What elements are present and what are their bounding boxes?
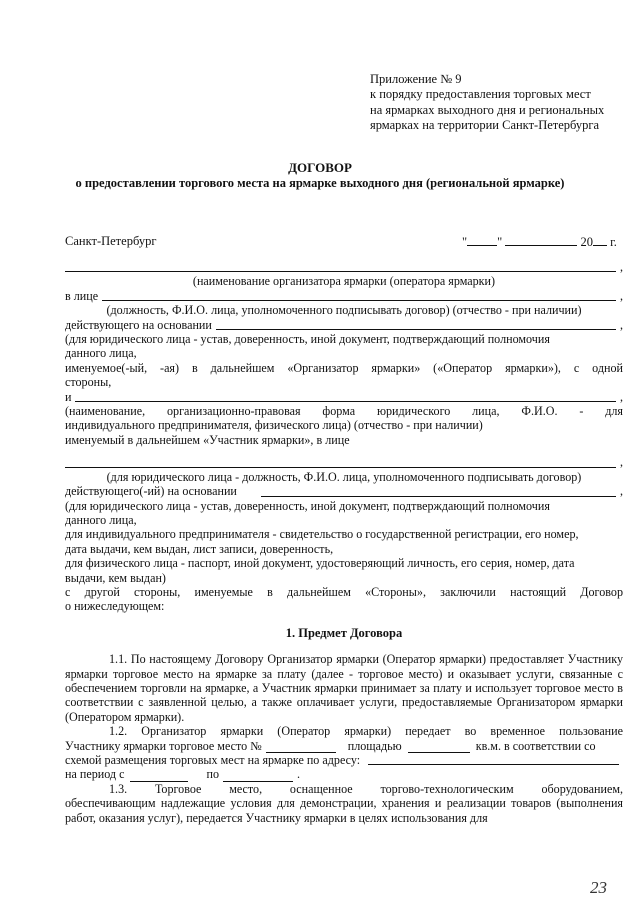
appendix-block xyxy=(370,72,604,133)
label: кв.м. в соответствии со xyxy=(475,738,596,753)
named-text: именуемое(-ый, -ая) в дальнейшем «Организатор ярмарки» («Оператор ярмарки»), с одной xyxy=(65,360,623,375)
clause-1-2: 1.2. Организатор ярмарки (Оператор ярмарки) передает во временное пользование xyxy=(109,724,623,739)
org-hint: (наименование организатора ярмарки (оператора ярмарки) xyxy=(192,274,496,289)
participant-basis-line: действующего(-ий) на основании , xyxy=(65,484,623,499)
appendix-line: Приложение № 9 xyxy=(370,72,462,86)
label: действующего на основании xyxy=(65,317,212,332)
period-from-blank xyxy=(130,770,188,782)
appendix-line: ярмарках на территории Санкт-Петербурга xyxy=(370,117,600,132)
blank-line xyxy=(75,390,615,402)
section-heading: 1. Предмет Договора xyxy=(285,625,403,640)
participant-line: и , xyxy=(65,389,623,404)
named-text: стороны, xyxy=(65,375,112,390)
participant-person-hint: (для юридического лица - должность, Ф.И.О. лица, уполномоченного подписывать договор) xyxy=(106,469,582,484)
person-line: в лице , xyxy=(65,288,623,303)
appendix-line: на ярмарках выходного дня и региональных xyxy=(370,102,605,117)
blank-line xyxy=(65,260,616,272)
participant-named: именуемый в дальнейшем «Участник ярмарки», в лице xyxy=(65,432,350,447)
year-prefix: 20 xyxy=(580,235,593,249)
day-blank xyxy=(467,234,497,246)
p-docs-text: данного лица, xyxy=(65,512,137,527)
address-line xyxy=(65,753,623,767)
ip-docs-text: для индивидуального предпринимателя - свидетельство о государственной регистрации, его номер, xyxy=(65,527,579,542)
org-name-line: , xyxy=(65,260,623,274)
month-blank xyxy=(505,234,577,246)
legal-docs-text: данного лица, xyxy=(65,346,137,361)
year-suffix: г. xyxy=(610,235,617,249)
date-field xyxy=(462,234,617,250)
blank-line xyxy=(261,485,616,497)
label: Участнику ярмарки торговое место № xyxy=(65,738,262,753)
other-party-text: с другой стороны, именуемые в дальнейшем «Стороны», заключили настоящий Договор xyxy=(65,584,623,599)
area-blank xyxy=(408,741,470,753)
period-line: на период с по . xyxy=(65,767,301,782)
label: площадью xyxy=(347,738,402,753)
clause-1-1: 1.1. По настоящему Договору Организатор ярмарки (Оператор ярмарки) предоставляет Участнику ярмарки торговое место на ярмарке за плату (далее - торговое место) и оказывает услуги, связанные с обеспечением торговли на ярмарке, а Участник ярмарки принимает за плату и использует торговое место в соответствии с заявленной целью, а также оплачивает услуги, предоставляемые Организатором ярмарки (Оператором ярмарки). xyxy=(65,652,623,724)
period-to-blank xyxy=(223,770,293,782)
document-subtitle: о предоставлении торгового места на ярмарке выходного дня (региональной ярмарке) xyxy=(75,176,565,190)
basis-line: действующего на основании , xyxy=(65,317,623,332)
place-number-blank xyxy=(266,741,336,753)
other-party-text: о нижеследующем: xyxy=(65,599,165,614)
ip-docs-text: дата выдачи, кем выдан, лист записи, доверенность, xyxy=(65,541,334,556)
phys-docs-text: выдачи, кем выдан) xyxy=(65,570,166,585)
blank-line xyxy=(65,456,616,468)
contract-body xyxy=(65,260,623,825)
date-quote-close: " xyxy=(497,235,503,249)
p-docs-text: (для юридического лица - устав, доверенность, иной документ, подтверждающий полномочия xyxy=(65,498,550,513)
participant-hint: (наименование, организационно-правовая форма юридического лица, Ф.И.О. - для xyxy=(65,404,623,419)
page-number: 23 xyxy=(590,878,607,897)
legal-docs-text: (для юридического лица - устав, доверенность, иной документ, подтверждающий полномочия xyxy=(65,332,550,347)
blank-line xyxy=(368,753,619,765)
label: на период с xyxy=(65,767,125,782)
label: в лице xyxy=(65,288,99,303)
label: по xyxy=(206,767,219,782)
clause-1-3-text: обеспечивающим надлежащие условия для демонстрации, хранения и реализации товаров (выполнения работ, оказания услуг), передается Участнику ярмарки в целях использования для xyxy=(65,796,623,825)
phys-docs-text: для физического лица - паспорт, иной документ, удостоверяющий личность, его серия, номер, дата xyxy=(65,556,575,571)
clause-1-2-line xyxy=(65,739,623,753)
label: схемой размещения торговых мест на ярмарке по адресу: xyxy=(65,753,361,767)
participant-person-line: , xyxy=(65,455,623,469)
participant-hint: индивидуального предпринимателя, физического лица) (отчество - при наличии) xyxy=(65,418,483,433)
label: и xyxy=(65,389,72,404)
clause-1-3: 1.3. Торговое место, оснащенное торгово-технологическим оборудованием, xyxy=(109,781,623,796)
document-title: ДОГОВОР xyxy=(288,160,352,175)
city: Санкт-Петербург xyxy=(65,234,157,248)
blank-line xyxy=(216,318,616,330)
year-blank xyxy=(593,234,607,246)
label: действующего(-ий) на основании xyxy=(65,484,237,499)
person-hint: (должность, Ф.И.О. лица, уполномоченного подписывать договор) (отчество - при наличии) xyxy=(106,303,582,318)
appendix-line: к порядку предоставления торговых мест xyxy=(370,87,591,102)
date-quote-open: " xyxy=(462,235,468,249)
blank-line xyxy=(102,289,616,301)
